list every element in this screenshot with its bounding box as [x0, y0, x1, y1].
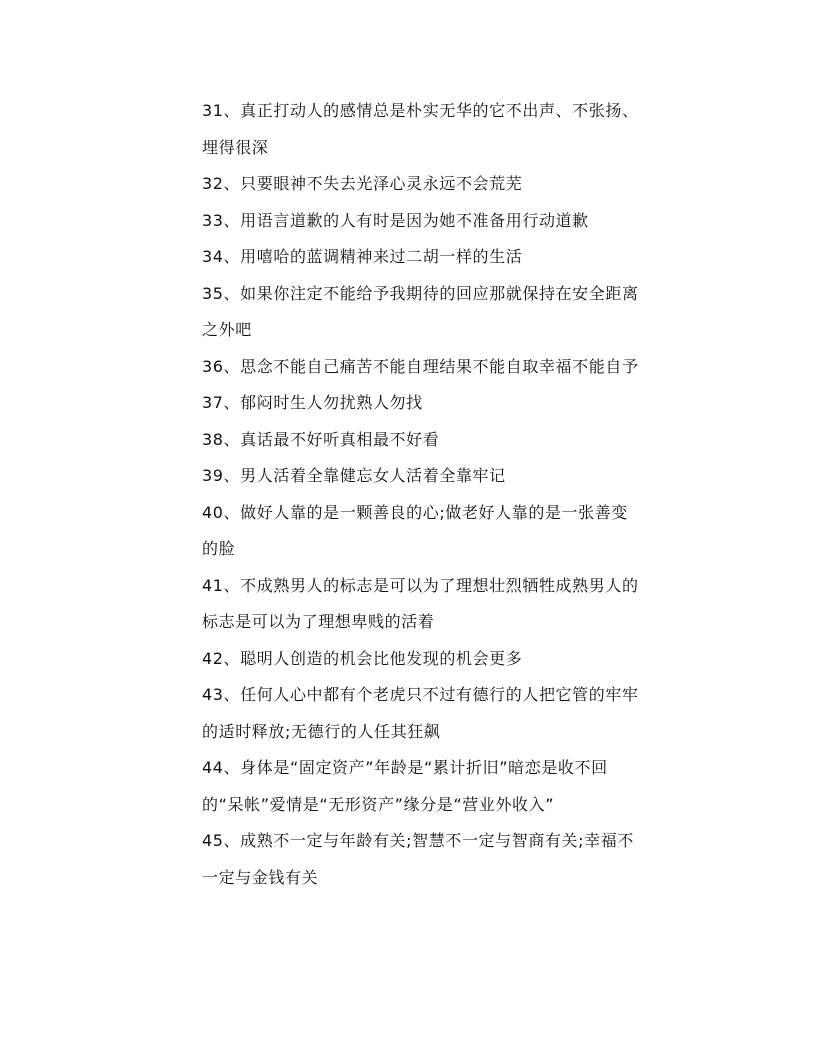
- paragraph-line: 34、用嘻哈的蓝调精神来过二胡一样的生活: [202, 247, 523, 266]
- paragraph-line: 的适时释放;无德行的人任其狂飙: [202, 721, 441, 741]
- paragraph-line: 36、思念不能自己痛苦不能自理结果不能自取幸福不能自予: [202, 356, 639, 376]
- quote-paragraph: [120, 422, 696, 459]
- quote-paragraph: [120, 568, 696, 641]
- paragraph-line: 45、成熟不一定与年龄有关;智慧不一定与智商有关;幸福不: [202, 831, 634, 850]
- paragraph-line: 一定与金钱有关: [202, 867, 319, 887]
- paragraph-line: 之外吧: [202, 320, 252, 339]
- paragraph-line: 标志是可以为了理想卑贱的活着: [202, 612, 435, 631]
- quote-paragraph: [120, 203, 696, 240]
- quote-paragraph: [120, 166, 696, 203]
- quote-paragraph: [120, 349, 696, 386]
- paragraph-line: 39、男人活着全靠健忘女人活着全靠牢记: [202, 466, 506, 485]
- paragraph-line: 42、聪明人创造的机会比他发现的机会更多: [202, 648, 523, 668]
- quote-paragraph: [120, 677, 696, 750]
- quote-paragraph: [120, 823, 696, 896]
- paragraph-line: 的脸: [202, 539, 236, 558]
- quote-paragraph: [120, 239, 696, 276]
- paragraph-line: 38、真话最不好听真相最不好看: [202, 429, 440, 449]
- paragraph-line: 44、身体是“固定资产”年龄是“累计折旧”暗恋是收不回: [202, 758, 608, 777]
- paragraph-line: 37、郁闷时生人勿扰熟人勿找: [202, 393, 423, 412]
- quote-paragraph: [120, 276, 696, 349]
- paragraph-line: 40、做好人靠的是一颗善良的心;做老好人靠的是一张善变: [202, 502, 628, 522]
- paragraph-line: 的“呆帐”爱情是“无形资产”缘分是“营业外收入”: [202, 794, 555, 814]
- document-body: [120, 93, 696, 896]
- quote-paragraph: [120, 495, 696, 568]
- paragraph-line: 43、任何人心中都有个老虎只不过有德行的人把它管的牢牢: [202, 685, 639, 704]
- paragraph-line: 35、如果你注定不能给予我期待的回应那就保持在安全距离: [202, 283, 639, 303]
- quote-paragraph: [120, 458, 696, 495]
- paragraph-line: 31、真正打动人的感情总是朴实无华的它不出声、不张扬、: [202, 101, 639, 120]
- paragraph-line: 32、只要眼神不失去光泽心灵永远不会荒芜: [202, 174, 523, 193]
- quote-paragraph: [120, 93, 696, 166]
- quote-paragraph: [120, 385, 696, 422]
- paragraph-line: 埋得很深: [202, 137, 269, 157]
- quote-paragraph: [120, 641, 696, 678]
- paragraph-line: 41、不成熟男人的标志是可以为了理想壮烈牺牲成熟男人的: [202, 575, 639, 595]
- paragraph-line: 33、用语言道歉的人有时是因为她不准备用行动道歉: [202, 210, 589, 230]
- quote-paragraph: [120, 750, 696, 823]
